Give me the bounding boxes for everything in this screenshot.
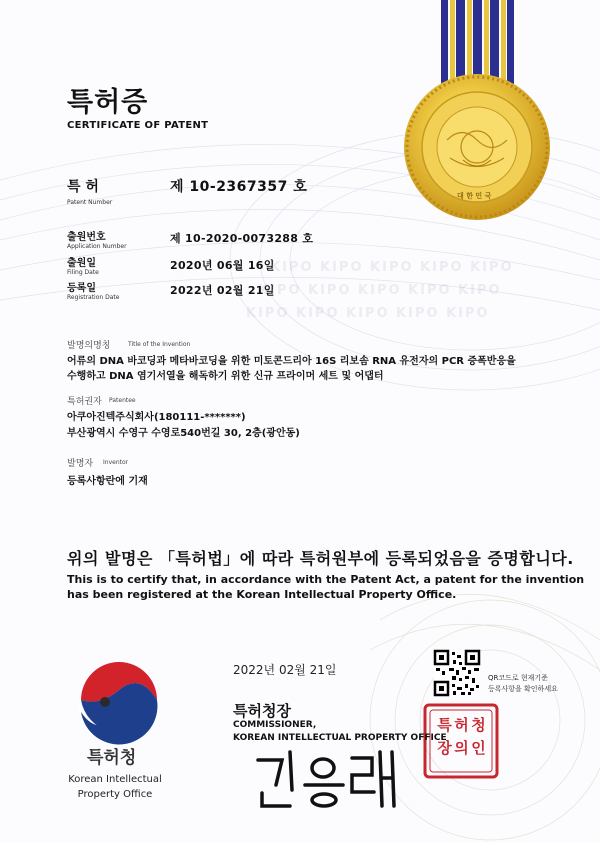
patentee-name: 아쿠아진텍주식회사(180111-*******) — [67, 412, 246, 423]
kipo-logo-icon — [79, 662, 159, 746]
patentee-label: 특허권자 — [67, 397, 102, 407]
patent-number-label-en: Patent Number — [67, 199, 113, 206]
certification-statement-en-line1: This is to certify that, in accordance with the Patent Act, a patent for the invention — [67, 573, 585, 586]
patentee-address: 부산광역시 수영구 수영로540번길 30, 2층(광안동) — [67, 428, 300, 439]
filing-date-label: 출원일 — [67, 258, 96, 269]
filing-date-value: 2020년 06월 16일 — [170, 259, 275, 272]
qr-code — [434, 650, 480, 696]
registration-date-label: 등록일 — [67, 283, 96, 294]
seal-char: 청 — [471, 716, 486, 734]
document-title-en: CERTIFICATE OF PATENT — [67, 120, 209, 131]
inventor-value: 등록사항란에 기재 — [67, 476, 148, 487]
seal-char: 허 — [454, 716, 469, 734]
kipo-name-en-line2: Property Office — [77, 789, 153, 800]
inventor-label: 발명자 — [67, 459, 94, 469]
seal-char: 인 — [471, 739, 486, 757]
kipo-name-ko: 특허청 — [87, 748, 137, 768]
application-number-label: 출원번호 — [67, 232, 106, 243]
patent-number-label: 특 허 — [67, 179, 99, 195]
registration-date-label-en: Registration Date — [67, 294, 120, 301]
commissioner-title-en-line1: COMMISSIONER, — [233, 720, 317, 730]
watermark: KIPO KIPO KIPO KIPO KIPO — [270, 260, 514, 275]
kipo-name-en-line1: Korean Intellectual — [68, 774, 162, 785]
qr-note-line1: QR코드로 현재기준 — [488, 674, 548, 682]
certification-statement-en-line2: has been registered at the Korean Intellectual Property Office. — [67, 588, 457, 601]
watermark: KIPO KIPO KIPO KIPO KIPO — [246, 306, 490, 321]
patentee-label-en: Patentee — [109, 397, 136, 404]
qr-note-line2: 등록사항을 확인하세요 — [488, 685, 558, 693]
issue-date: 2022년 02월 21일 — [233, 663, 337, 677]
commissioner-title-ko: 특허청장 — [233, 702, 291, 720]
seal-char: 특 — [437, 716, 452, 734]
medal-text: 대 한 민 국 — [457, 192, 492, 200]
registration-date-value: 2022년 02월 21일 — [170, 284, 275, 297]
document-title: 특허증 — [67, 87, 149, 118]
application-number-label-en: Application Number — [67, 243, 127, 250]
commissioner-title-en-line2: KOREAN INTELLECTUAL PROPERTY OFFICE — [233, 733, 447, 743]
invention-title-label: 발명의명칭 — [67, 341, 111, 351]
patent-number-value: 제 10-2367357 호 — [170, 179, 308, 195]
invention-title-label-en: Title of the Invention — [128, 341, 191, 348]
invention-title-line1: 어류의 DNA 바코딩과 메타바코딩을 위한 미토콘드리아 16S 리보솜 RNA 유전자의 PCR 증폭반응을 — [67, 356, 516, 367]
filing-date-label-en: Filing Date — [67, 269, 99, 276]
inventor-label-en: Inventor — [103, 459, 129, 466]
seal-char: 의 — [454, 739, 469, 757]
application-number-value: 제 10-2020-0073288 호 — [170, 232, 314, 245]
invention-title-line2: 수행하고 DNA 염기서열을 해독하기 위한 신규 프라이머 세트 및 어댑터 — [67, 371, 384, 382]
seal-char: 장 — [437, 739, 452, 757]
watermark: KIPO KIPO KIPO KIPO KIPO — [258, 283, 502, 298]
certification-statement-ko: 위의 발명은 「특허법」에 따라 특허원부에 등록되었음을 증명합니다. — [67, 549, 574, 568]
